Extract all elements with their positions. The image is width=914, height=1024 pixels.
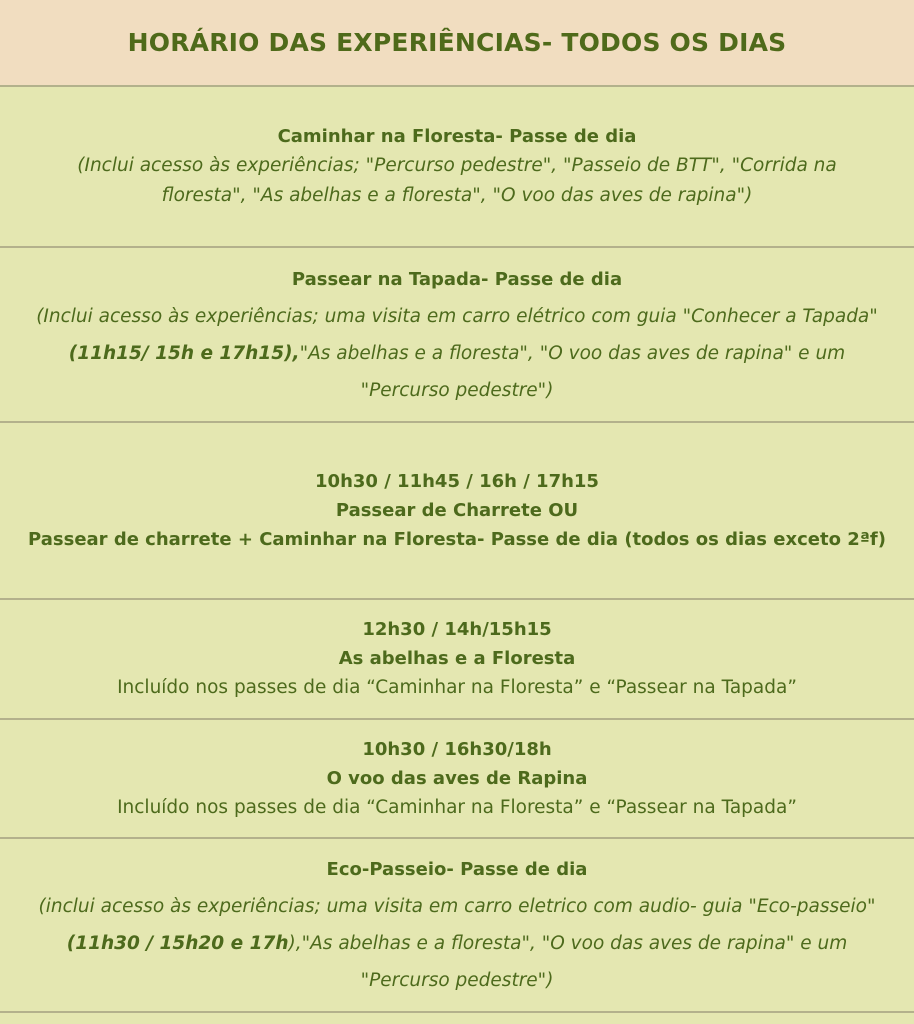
desc-times: (11h15/ 15h e 17h15), (68, 342, 300, 364)
row-title: Passear na Tapada- Passe de dia (291, 268, 623, 290)
desc-text-end: ),"As abelhas e a floresta", "O voo das aves de rapina" e um "Percurso pedestre") (288, 933, 848, 991)
schedule-row-abelhas (0, 598, 914, 718)
schedule-row-eco-passeio (0, 837, 914, 1011)
desc-text: (inclui acesso às experiências; uma visita em carro eletrico com audio- guia "Eco-passeio" (38, 896, 876, 917)
row-title: Caminhar na Floresta- Passe de dia (277, 126, 637, 147)
schedule-row-charrete (0, 421, 914, 598)
desc-times: (11h30 / 15h20 e 17h (66, 933, 289, 954)
row-note: Incluído nos passes de dia “Caminhar na Floresta” e “Passear na Tapada” (117, 796, 797, 818)
desc-text: (Inclui acesso às experiências; uma visita em carro elétrico com guia "Conhecer a Tapada" (36, 305, 878, 327)
row-title: Passear de Charrete OU (335, 500, 579, 521)
row-title: Eco-Passeio- Passe de dia (326, 859, 588, 880)
row-description: (Inclui acesso às experiências; "Percurso pedestre", "Passeio de BTT", "Corrida na floresta", "As abelhas e a floresta", "O voo das aves de rapina") (77, 155, 837, 206)
row-title: O voo das aves de Rapina (326, 767, 588, 789)
schedule-row-caminhar (0, 85, 914, 246)
schedule-row-passear-tapada (0, 246, 914, 421)
desc-text-end: "As abelhas e a floresta", "O voo das aves de rapina" e um "Percurso pedestre") (299, 342, 846, 401)
row-times: 10h30 / 16h30/18h (362, 738, 552, 760)
row-note: Incluído nos passes de dia “Caminhar na Floresta” e “Passear na Tapada” (117, 677, 797, 698)
schedule-header (0, 0, 914, 85)
row-times: 12h30 / 14h/15h15 (362, 619, 552, 640)
schedule-row-aves (0, 718, 914, 837)
row-title: As abelhas e a Floresta (338, 648, 576, 669)
row-times: 10h30 / 11h45 / 16h / 17h15 (315, 471, 599, 492)
row-description (0, 888, 914, 999)
row-description (0, 298, 914, 409)
table-bottom-border (0, 1011, 914, 1024)
page-title: HORÁRIO DAS EXPERIÊNCIAS- TODOS OS DIAS (127, 28, 787, 57)
row-subtitle: Passear de charrete + Caminhar na Floresta- Passe de dia (todos os dias exceto 2ªf) (28, 529, 886, 550)
